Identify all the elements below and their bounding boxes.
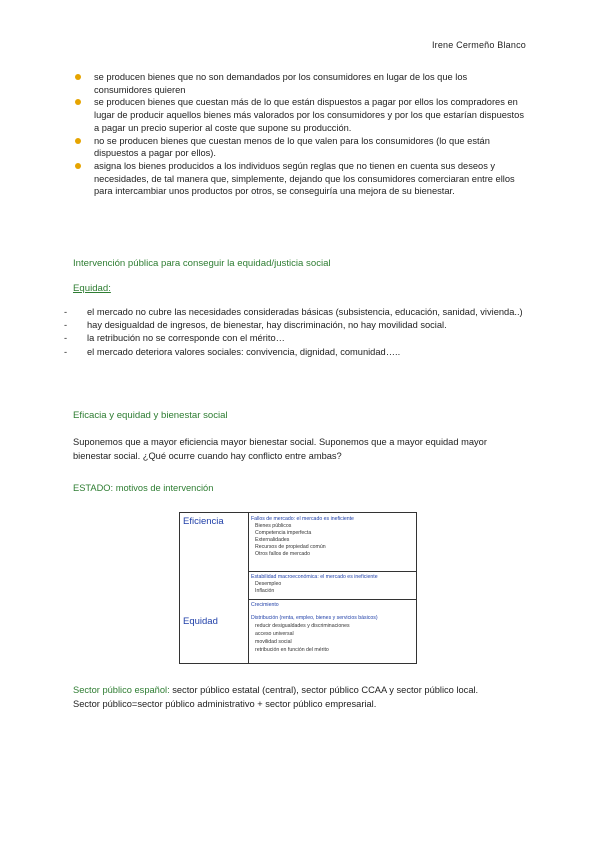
diagram-text: Bienes públicos (255, 523, 292, 529)
paragraph-sector-publico (73, 684, 533, 711)
subheading-equidad: Equidad: (73, 283, 111, 294)
diagram-fallos-title: Fallos de mercado: el mercado es ineficiente (251, 516, 354, 522)
diagram-text: Otros fallos de mercado (255, 551, 311, 557)
diagram-text: retribución en función del mérito (255, 647, 329, 653)
heading-eficacia: Eficacia y equidad y bienestar social (73, 410, 228, 421)
heading-intervencion: Intervención pública para conseguir la equidad/justicia social (73, 258, 331, 269)
sector-line1: sector público estatal (central), sector público CCAA y sector público local. (169, 685, 479, 695)
bullet-item: se producen bienes que no son demandados por los consumidores en lugar de los que los consumidores quieren (73, 71, 525, 96)
bullet-dot-icon (75, 163, 81, 169)
diagram-label-equidad: Equidad (183, 616, 218, 627)
diagram-text: Inflación (255, 588, 275, 594)
list-item: - el mercado deteriora valores sociales: convivencia, dignidad, comunidad….. (64, 346, 401, 357)
diagram-text: Externalidades (255, 537, 290, 543)
list-item: - la retribución no se corresponde con el mérito… (64, 333, 285, 344)
diagram-text: Competencia imperfecta (255, 530, 312, 536)
diagram-row-fallos (248, 513, 416, 572)
diagram-text: movilidad social (255, 639, 292, 645)
bullet-item: no se producen bienes que cuestan menos de lo que valen para los consumidores (lo que están dispuestos a pagar por ellos). (73, 135, 525, 160)
diagram-text: Desempleo (255, 581, 282, 587)
bullet-dot-icon (75, 99, 81, 105)
diagram-text: acceso universal (255, 631, 294, 637)
paragraph-eficacia: Suponemos que a mayor eficiencia mayor bienestar social. Suponemos que a mayor equidad mayor bienestar social. ¿Qué ocurre cuando hay conflicto entre ambas? (73, 437, 487, 461)
diagram-left-column (180, 513, 249, 663)
author-name: Irene Cermeño Blanco (431, 40, 526, 50)
diagram-distribucion-title: Distribución (renta, empleo, bienes y servicios básicos) (251, 615, 378, 621)
bullet-list (73, 71, 525, 198)
heading-estado: ESTADO: motivos de intervención (73, 483, 214, 493)
diagram-text: Recursos de propiedad común (255, 544, 326, 550)
equidad-list (64, 306, 524, 359)
diagram-row-equidad (248, 599, 416, 663)
list-item: - el mercado no cubre las necesidades consideradas básicas (subsistencia, educación, sanidad, vivienda..) (64, 307, 523, 317)
bullet-dot-icon (75, 74, 81, 80)
diagram-row-estabilidad (248, 571, 416, 600)
bullet-item: se producen bienes que cuestan más de lo que están dispuestos a pagar por ellos los compradores en lugar de producir aquellos bienes más valorados por los consumidores y por los que estarían dispuestos a pagar un precio superior al coste que supone su producción. (73, 96, 525, 134)
diagram-text: reducir desigualdades y discriminaciones (255, 623, 350, 629)
diagram-estabilidad-title: Estabilidad macroeconómica: el mercado es ineficiente (251, 574, 378, 580)
list-item: - hay desigualdad de ingresos, de bienestar, hay discriminación, no hay movilidad social. (64, 320, 447, 331)
sector-label: Sector público español: (73, 685, 170, 695)
intervention-diagram (179, 512, 417, 664)
diagram-label-eficiencia: Eficiencia (183, 516, 224, 527)
bullet-dot-icon (75, 138, 81, 144)
bullet-item: asigna los bienes producidos a los individuos según reglas que no tienen en cuenta sus deseos y necesidades, de tal manera que, simplemente, dejando que los consumidores comerciaran entre ellos para intercambiar unos productos por otros, se conseguiría una mejora de su bienestar. (73, 160, 525, 198)
sector-line2: Sector público=sector público administrativo + sector público empresarial. (73, 698, 377, 709)
diagram-crecimiento: Crecimiento (251, 602, 279, 608)
